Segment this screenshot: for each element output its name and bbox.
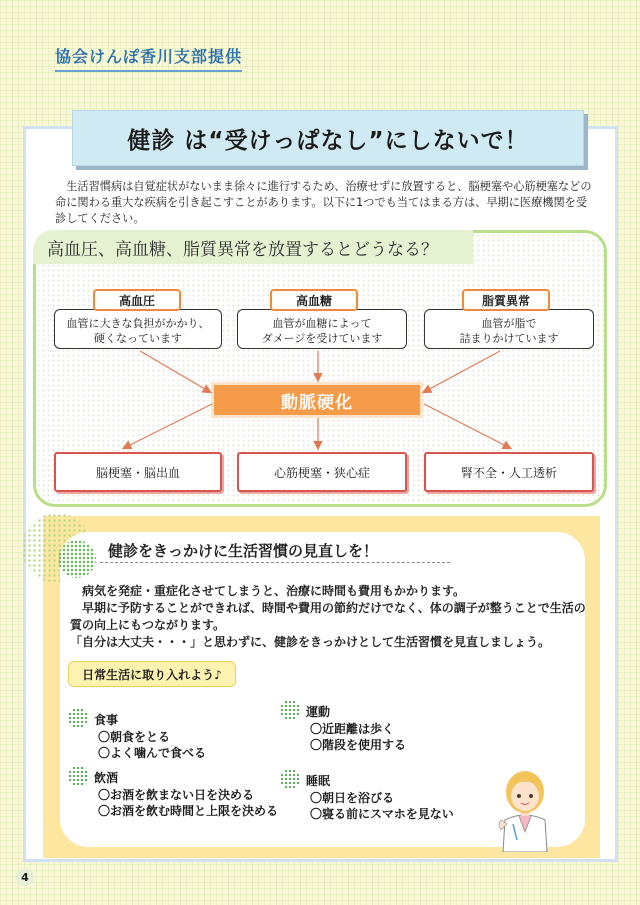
result-box-stroke: 脳梗塞・脳出血 <box>54 452 222 492</box>
habits-paragraph: 早期に予防することができれば、時間や費用の節約だけでなく、体の調子が整うことで生活の質の向上にもつながります。 <box>70 601 586 632</box>
result-box-heart: 心筋梗塞・狭心症 <box>237 452 407 492</box>
category-exercise <box>306 704 406 753</box>
condition-desc-line: 硬くなっています <box>94 332 182 345</box>
category-item: 〇朝日を浴びる <box>310 791 395 805</box>
dot-circle-icon <box>280 700 300 720</box>
condition-desc-line: ダメージを受けています <box>261 332 383 345</box>
category-name: 飲酒 <box>94 771 119 785</box>
condition-desc-line: 詰まりかけています <box>459 332 559 345</box>
category-item: 〇よく噛んで食べる <box>98 746 207 760</box>
page-number: 4 <box>16 868 34 886</box>
category-item: 〇寝る前にスマホを見ない <box>310 807 454 821</box>
doctor-illustration-icon <box>495 760 555 852</box>
category-sleep <box>306 773 454 822</box>
condition-box-hyperglycemia <box>237 309 407 349</box>
result-box-kidney: 腎不全・人工透析 <box>424 452 594 492</box>
dot-circle-icon <box>68 766 88 786</box>
dot-decoration <box>58 540 96 578</box>
condition-desc-line: 血管に大きな負担がかかり、 <box>66 317 210 330</box>
habits-body <box>70 583 590 651</box>
category-meal <box>94 712 206 761</box>
category-name: 食事 <box>94 713 119 727</box>
intro-text: 生活習慣病は自覚症状がないまま徐々に進行するため、治療せずに放置すると、脳梗塞や心筋梗塞などの命に関わる重大な疾病を引き起こすことがあります。以下に1つでも当てはまる方は、早期に医療機関を受診してください。 <box>55 180 592 225</box>
habits-paragraph: 「自分は大丈夫・・・」と思わずに、健診をきっかけとして生活習慣を見直しましょう。 <box>70 635 551 649</box>
diagram-question: 高血圧、高血糖、脂質異常を放置するとどうなる？ <box>33 230 473 264</box>
daily-life-label: 日常生活に取り入れよう♪ <box>68 661 236 687</box>
category-name: 運動 <box>306 705 331 719</box>
condition-desc-line: 血管が血糖によって <box>272 317 372 330</box>
habits-paragraph: 病気を発症・重症化させてしまうと、治療に時間も費用もかかります。 <box>82 584 466 598</box>
condition-label-hyperglycemia: 高血糖 <box>270 289 358 311</box>
category-item: 〇近距離は歩く <box>310 722 395 736</box>
category-name: 睡眠 <box>306 774 331 788</box>
dot-circle-icon <box>280 769 300 789</box>
arteriosclerosis-box: 動脈硬化 <box>214 385 420 415</box>
condition-box-hypertension <box>54 309 222 349</box>
category-item: 〇朝食をとる <box>98 730 171 744</box>
condition-desc-line: 血管が脂で <box>481 317 537 330</box>
org-credit: 協会けんぽ香川支部提供 <box>55 44 242 72</box>
page-title: 健診 は“受けっぱなし”にしないで！ <box>72 110 584 166</box>
condition-box-dyslipidemia <box>424 309 594 349</box>
condition-label-hypertension: 高血圧 <box>93 289 181 311</box>
habits-title-underline <box>100 562 450 563</box>
category-item: 〇お酒を飲む時間と上限を決める <box>98 804 279 818</box>
category-item: 〇階段を使用する <box>310 738 407 752</box>
dot-circle-icon <box>68 708 88 728</box>
condition-label-dyslipidemia: 脂質異常 <box>462 289 550 311</box>
category-item: 〇お酒を飲まない日を決める <box>98 788 255 802</box>
habits-title: 健診をきっかけに生活習慣の見直しを！ <box>108 542 379 560</box>
category-drinking <box>94 770 278 819</box>
